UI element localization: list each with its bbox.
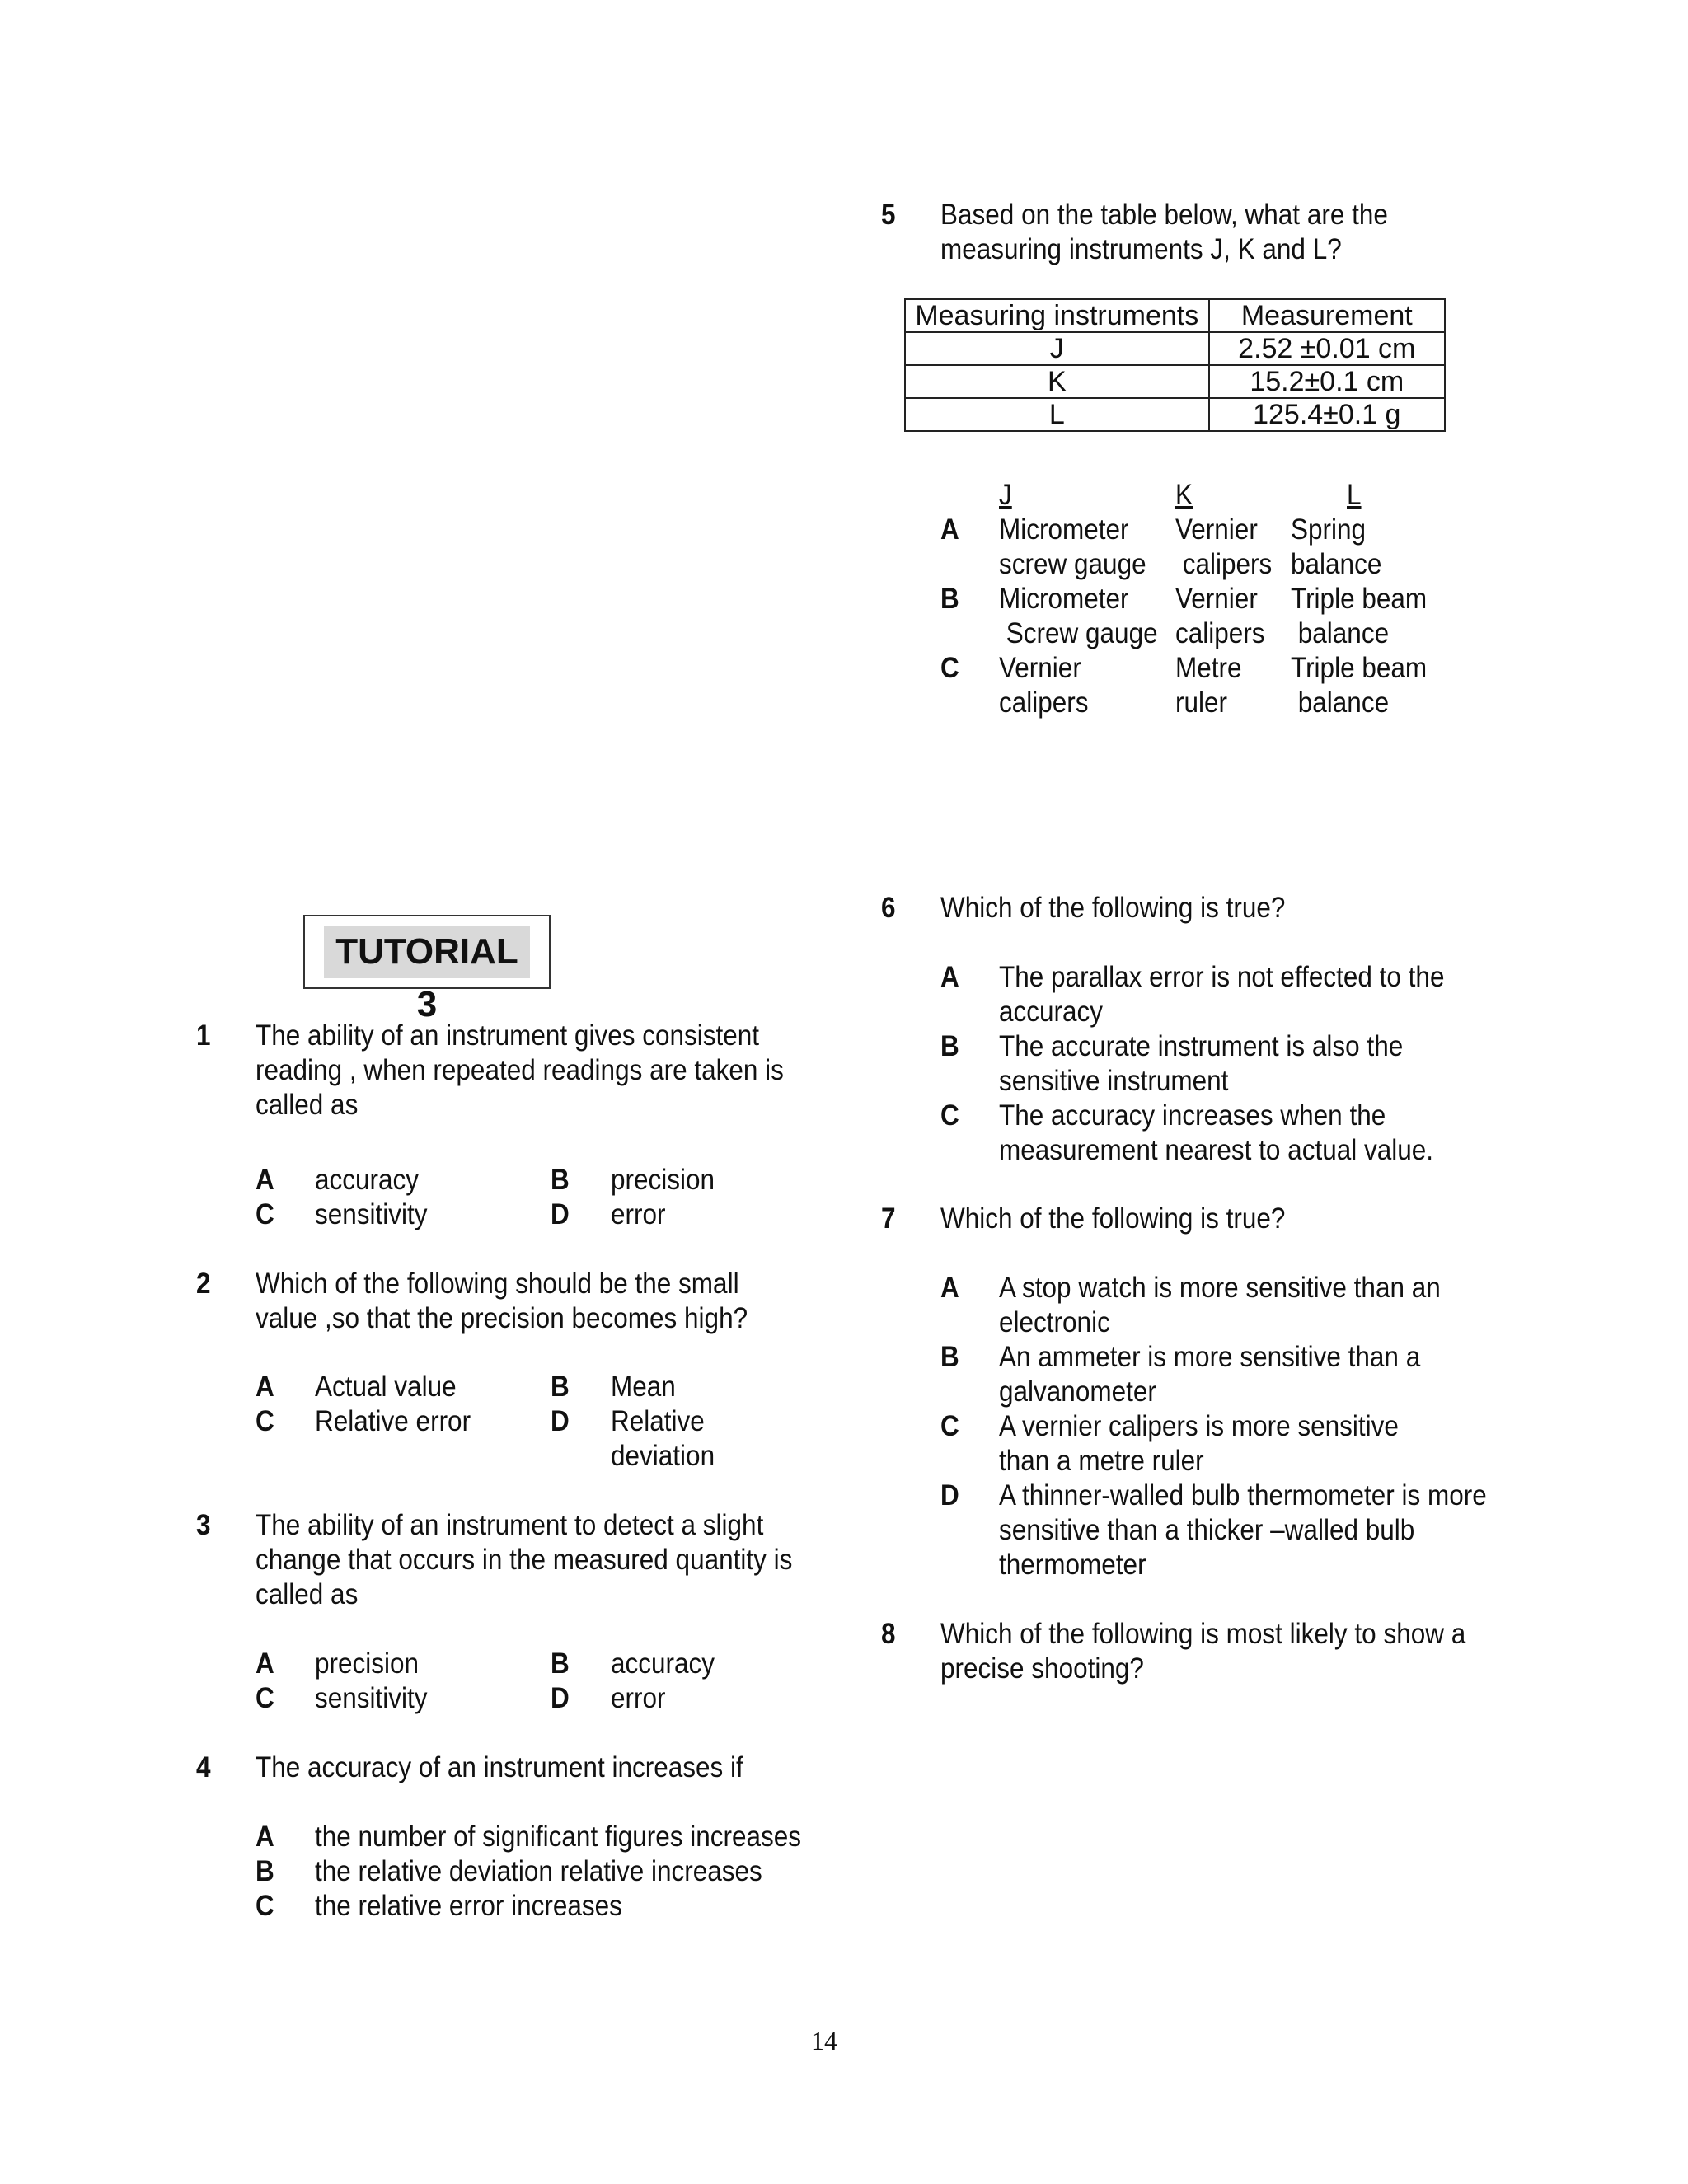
table-cell: L bbox=[905, 398, 1209, 431]
page-number: 14 bbox=[811, 2026, 837, 2055]
q3-option-d-letter: D bbox=[551, 1682, 570, 1714]
table-cell: 125.4±0.1 g bbox=[1209, 398, 1445, 431]
q6-option-c-letter: C bbox=[940, 1099, 959, 1132]
q6-option-a-line-1: The parallax error is not effected to the bbox=[999, 961, 1445, 993]
q5-option-a-l-line-1: Spring bbox=[1291, 513, 1367, 546]
table-header-instrument: Measuring instruments bbox=[905, 299, 1209, 332]
q5-option-b-k-line-1: Vernier bbox=[1175, 583, 1258, 615]
q3-option-a-text: precision bbox=[315, 1647, 420, 1680]
q2-option-d-text-line-1: Relative bbox=[611, 1405, 705, 1437]
q2-option-b-letter: B bbox=[551, 1371, 570, 1403]
question-6-text-line-1: Which of the following is true? bbox=[940, 892, 1286, 924]
question-4-text-line-1: The accuracy of an instrument increases if bbox=[256, 1751, 743, 1783]
question-5-text-line-1: Based on the table below, what are the bbox=[940, 199, 1388, 231]
q4-option-a-text: the number of significant figures increases bbox=[315, 1821, 802, 1853]
q7-option-a-line-1: A stop watch is more sensitive than an bbox=[999, 1272, 1441, 1304]
table-cell: 2.52 ±0.01 cm bbox=[1209, 332, 1445, 365]
q5-option-a-l-line-2: balance bbox=[1291, 548, 1382, 580]
question-3-number: 3 bbox=[196, 1509, 211, 1541]
q5-option-b-l-line-1: Triple beam bbox=[1291, 583, 1428, 615]
q5-option-c-letter: C bbox=[940, 652, 959, 684]
q6-option-c-line-1: The accuracy increases when the bbox=[999, 1099, 1386, 1132]
q6-option-a-line-2: accuracy bbox=[999, 996, 1104, 1028]
q7-option-d-letter: D bbox=[940, 1479, 959, 1511]
q5-option-c-j-line-2: calipers bbox=[999, 687, 1089, 719]
question-2-text-line-2: value ,so that the precision becomes high? bbox=[256, 1302, 748, 1334]
q7-option-d-line-1: A thinner-walled bulb thermometer is more bbox=[999, 1479, 1487, 1511]
q5-option-c-j-line-1: Vernier bbox=[999, 652, 1081, 684]
q5-option-b-j-line-2: Screw gauge bbox=[999, 617, 1158, 649]
q7-option-b-line-1: An ammeter is more sensitive than a bbox=[999, 1341, 1421, 1373]
q4-option-c-letter: C bbox=[256, 1890, 274, 1922]
question-8-number: 8 bbox=[881, 1618, 896, 1650]
q1-option-d-letter: D bbox=[551, 1198, 570, 1230]
question-6-number: 6 bbox=[881, 892, 896, 924]
q5-option-b-k-line-2: calipers bbox=[1175, 617, 1265, 649]
question-1-number: 1 bbox=[196, 1019, 211, 1052]
q5-option-c-l-line-1: Triple beam bbox=[1291, 652, 1428, 684]
q1-option-a-text: accuracy bbox=[315, 1164, 420, 1196]
measurement-table bbox=[904, 298, 1446, 432]
q5-option-a-k-line-1: Vernier bbox=[1175, 513, 1258, 546]
question-1-text-line-1: The ability of an instrument gives consistent bbox=[256, 1019, 760, 1052]
q1-option-a-letter: A bbox=[256, 1164, 274, 1196]
q6-option-b-line-2: sensitive instrument bbox=[999, 1065, 1229, 1097]
question-3-text-line-2: change that occurs in the measured quantity is bbox=[256, 1544, 793, 1576]
q3-option-b-text: accuracy bbox=[611, 1647, 715, 1680]
q7-option-a-letter: A bbox=[940, 1272, 959, 1304]
q5-option-a-letter: A bbox=[940, 513, 959, 546]
q5-option-a-j-line-2: screw gauge bbox=[999, 548, 1146, 580]
question-2-number: 2 bbox=[196, 1268, 211, 1300]
q7-option-c-line-2: than a metre ruler bbox=[999, 1445, 1204, 1477]
q1-option-c-text: sensitivity bbox=[315, 1198, 428, 1230]
question-8-text-line-1: Which of the following is most likely to show a bbox=[940, 1618, 1466, 1650]
q7-option-d-line-3: thermometer bbox=[999, 1549, 1146, 1581]
q7-option-d-line-2: sensitive than a thicker –walled bulb bbox=[999, 1514, 1415, 1546]
q5-option-b-j-line-1: Micrometer bbox=[999, 583, 1129, 615]
q2-option-b-text: Mean bbox=[611, 1371, 676, 1403]
question-3-text-line-1: The ability of an instrument to detect a slight bbox=[256, 1509, 764, 1541]
question-3-text-line-3: called as bbox=[256, 1578, 359, 1610]
q6-option-b-line-1: The accurate instrument is also the bbox=[999, 1030, 1404, 1062]
q5-answer-header-l: L bbox=[1347, 479, 1362, 511]
q6-option-a-letter: A bbox=[940, 961, 959, 993]
q4-option-b-text: the relative deviation relative increases bbox=[315, 1855, 762, 1887]
q4-option-c-text: the relative error increases bbox=[315, 1890, 622, 1922]
q4-option-a-letter: A bbox=[256, 1821, 274, 1853]
q1-option-b-letter: B bbox=[551, 1164, 570, 1196]
q5-option-c-k-line-1: Metre bbox=[1175, 652, 1242, 684]
table-cell: J bbox=[905, 332, 1209, 365]
question-1-text-line-3: called as bbox=[256, 1089, 359, 1121]
question-7-number: 7 bbox=[881, 1202, 896, 1235]
q3-option-d-text: error bbox=[611, 1682, 666, 1714]
q5-option-b-letter: B bbox=[940, 583, 959, 615]
q6-option-c-line-2: measurement nearest to actual value. bbox=[999, 1134, 1434, 1166]
q2-option-d-text-line-2: deviation bbox=[611, 1440, 715, 1472]
q5-answer-header-j: J bbox=[999, 479, 1012, 511]
q7-option-b-letter: B bbox=[940, 1341, 959, 1373]
q7-option-b-line-2: galvanometer bbox=[999, 1376, 1156, 1408]
q7-option-c-line-1: A vernier calipers is more sensitive bbox=[999, 1410, 1399, 1442]
q2-option-a-text: Actual value bbox=[315, 1371, 457, 1403]
q1-option-d-text: error bbox=[611, 1198, 666, 1230]
table-cell: K bbox=[905, 365, 1209, 398]
table-row bbox=[905, 332, 1445, 365]
q1-option-b-text: precision bbox=[611, 1164, 715, 1196]
q5-option-a-j-line-1: Micrometer bbox=[999, 513, 1129, 546]
question-8-text-line-2: precise shooting? bbox=[940, 1652, 1144, 1685]
q3-option-a-letter: A bbox=[256, 1647, 274, 1680]
q5-option-c-l-line-2: balance bbox=[1291, 687, 1390, 719]
table-row bbox=[905, 398, 1445, 431]
q1-option-c-letter: C bbox=[256, 1198, 274, 1230]
question-5-text-line-2: measuring instruments J, K and L? bbox=[940, 233, 1342, 265]
table-header-measurement: Measurement bbox=[1209, 299, 1445, 332]
question-5-number: 5 bbox=[881, 199, 896, 231]
q2-option-c-letter: C bbox=[256, 1405, 274, 1437]
table-cell: 15.2±0.1 cm bbox=[1209, 365, 1445, 398]
q2-option-a-letter: A bbox=[256, 1371, 274, 1403]
q3-option-b-letter: B bbox=[551, 1647, 570, 1680]
tutorial-title: TUTORIAL 3 bbox=[335, 931, 518, 1024]
q5-answer-header-k: K bbox=[1175, 479, 1193, 511]
q7-option-a-line-2: electronic bbox=[999, 1306, 1110, 1338]
q5-option-a-k-line-2: calipers bbox=[1175, 548, 1273, 580]
question-1-text-line-2: reading , when repeated readings are taken is bbox=[256, 1054, 784, 1086]
q4-option-b-letter: B bbox=[256, 1855, 274, 1887]
question-7-text-line-1: Which of the following is true? bbox=[940, 1202, 1286, 1235]
question-4-number: 4 bbox=[196, 1751, 211, 1783]
table-row bbox=[905, 365, 1445, 398]
question-2-text-line-1: Which of the following should be the small bbox=[256, 1268, 739, 1300]
q5-option-c-k-line-2: ruler bbox=[1175, 687, 1228, 719]
q7-option-c-letter: C bbox=[940, 1410, 959, 1442]
q5-option-b-l-line-2: balance bbox=[1291, 617, 1390, 649]
table-header-row bbox=[905, 299, 1445, 332]
q2-option-c-text: Relative error bbox=[315, 1405, 471, 1437]
q6-option-b-letter: B bbox=[940, 1030, 959, 1062]
q3-option-c-text: sensitivity bbox=[315, 1682, 428, 1714]
q3-option-c-letter: C bbox=[256, 1682, 274, 1714]
q2-option-d-letter: D bbox=[551, 1405, 570, 1437]
